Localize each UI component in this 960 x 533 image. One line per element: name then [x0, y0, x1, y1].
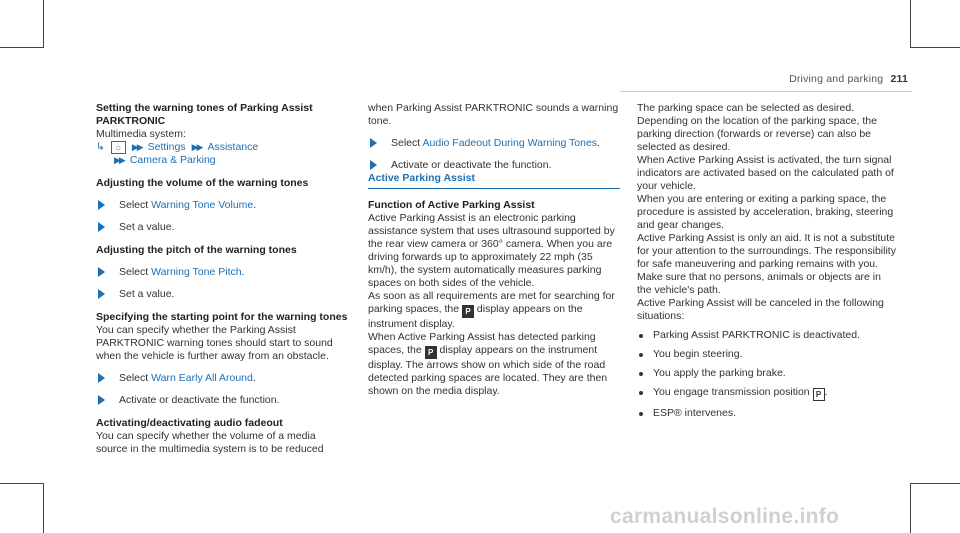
step-text: Select [119, 199, 149, 211]
paragraph-text: As soon as all requirements are met for searching for parking spaces, the [368, 290, 615, 315]
menu-path [96, 141, 348, 154]
subheading-pitch: Adjusting the pitch of the warning tones [96, 244, 297, 256]
chevron-double-icon: ▶▶ [191, 142, 202, 152]
column-1 [96, 102, 348, 456]
step-item [96, 394, 348, 407]
step-item: Select Warning Tone Pitch. [96, 266, 348, 279]
watermark: carmanualsonline.info [610, 505, 840, 528]
multimedia-label: Multimedia system: [96, 128, 186, 140]
crop-mark [43, 483, 44, 533]
chevron-double-icon: ▶▶ [114, 155, 124, 165]
step-arrow-icon [370, 138, 377, 148]
home-icon: ⌂ [111, 141, 126, 154]
warn-early-link[interactable]: Warn Early All Around [151, 372, 253, 384]
parking-symbol-icon: P [462, 305, 474, 318]
subheading-starting-point: Specifying the starting point for the warning tones [96, 311, 348, 323]
bullet-icon [639, 391, 643, 395]
step-arrow-icon [98, 200, 105, 210]
step-item: Select Audio Fadeout During Warning Tones. [368, 137, 620, 150]
step-text: Activate or deactivate the function. [119, 394, 280, 406]
paragraph [368, 331, 620, 398]
subheading-audio-fadeout: Activating/deactivating audio fadeout [96, 417, 283, 429]
crop-mark [910, 0, 911, 48]
list-item-text: You begin steering. [653, 348, 743, 360]
paragraph: when Parking Assist PARKTRONIC sounds a warning tone. [368, 102, 619, 127]
list-item [637, 407, 897, 420]
paragraph: Active Parking Assist is an electronic parking assistance system that uses ultrasound supported by the rear view camera or 360° camera. When you are driving forwards up to approximately 22 mph (35 km/h), the system automatically measures parking spaces on both sides of the vehicle. [368, 212, 615, 289]
warning-tone-pitch-link[interactable]: Warning Tone Pitch [151, 266, 242, 278]
nav-camera-parking-link[interactable]: Camera & Parking [129, 154, 216, 166]
paragraph: When you are entering or exiting a parking space, the procedure is assisted by acceleration, braking, steering and gear changes. [637, 193, 894, 231]
list-item-text: You apply the parking brake. [653, 367, 786, 379]
nav-settings-link[interactable]: Settings [147, 141, 186, 153]
list-item [637, 348, 897, 361]
warning-tone-volume-link[interactable]: Warning Tone Volume [151, 199, 254, 211]
column-3 [637, 102, 897, 420]
step-text: Select [119, 372, 149, 384]
crop-mark [0, 47, 44, 48]
column-2 [368, 102, 620, 398]
crop-mark [0, 483, 44, 484]
list-item-text: Parking Assist PARKTRONIC is deactivated. [653, 329, 860, 341]
paragraph: Active Parking Assist is only an aid. It is not a substitute for your attention to the surroundings. The responsibility for safe maneuvering and parking remains with you. Make sure that no persons, animals or objects are in the vehicle's path. [637, 232, 896, 296]
paragraph-text: display appears on the instrument display. The arrows show on which side of the road detected parking spaces are located. They are then shown on the media display. [368, 344, 608, 397]
step-item [96, 288, 348, 301]
section-heading: Setting the warning tones of Parking Assist [96, 102, 313, 114]
list-item: You engage transmission position P . [637, 386, 897, 401]
section-heading-cont: PARKTRONIC [96, 115, 166, 127]
bullet-icon [639, 334, 643, 338]
step-text: Select [119, 266, 149, 278]
step-arrow-icon [98, 222, 105, 232]
crop-mark [910, 483, 960, 484]
list-item-text: You engage transmission position [653, 386, 810, 398]
step-item: Select Warn Early All Around. [96, 372, 348, 385]
bullet-icon [639, 412, 643, 416]
gear-p-icon: P [813, 388, 825, 401]
list-item-text: ESP® intervenes. [653, 407, 737, 419]
paragraph: You can specify whether the volume of a media source in the multimedia system is to be reduced [96, 430, 324, 455]
menu-path-cont [96, 154, 348, 167]
step-text: Set a value. [119, 221, 175, 233]
step-arrow-icon [98, 395, 105, 405]
section-title: Active Parking Assist [368, 172, 620, 189]
list-item [637, 329, 897, 342]
paragraph: You can specify whether the Parking Assist PARKTRONIC warning tones should start to sound when the vehicle is further away from an obstacle. [96, 324, 333, 362]
step-arrow-icon [370, 160, 377, 170]
step-item: Select Warning Tone Volume. [96, 199, 348, 212]
paragraph: When Active Parking Assist is activated, the turn signal indicators are activated based on the calculated path of your vehicle. [637, 154, 894, 192]
crop-mark [43, 0, 44, 48]
chevron-double-icon: ▶▶ [131, 142, 142, 152]
bullet-icon [639, 353, 643, 357]
parking-arrows-icon: P [425, 346, 437, 359]
paragraph: Active Parking Assist will be canceled in the following situations: [637, 297, 884, 322]
header-section: Driving and parking [789, 73, 884, 85]
header-rule [620, 91, 912, 92]
step-text: Activate or deactivate the function. [391, 159, 552, 171]
step-arrow-icon [98, 373, 105, 383]
subheading-function: Function of Active Parking Assist [368, 199, 535, 211]
paragraph-text: display appears on the instrument display. [368, 303, 583, 330]
step-item [368, 159, 620, 172]
step-arrow-icon [98, 289, 105, 299]
list-item [637, 367, 897, 380]
paragraph [368, 290, 620, 331]
crop-mark [910, 47, 960, 48]
subheading-volume: Adjusting the volume of the warning tones [96, 177, 309, 189]
path-start-icon: ↳ [96, 141, 105, 153]
page-header [789, 73, 908, 85]
page-number: 211 [890, 73, 908, 85]
crop-mark [910, 483, 911, 533]
paragraph: The parking space can be selected as desired. Depending on the location of the parking space, the parking direction (forwards or reverse) can also be selected as desired. [637, 102, 877, 153]
paragraph-text: When Active Parking Assist has detected parking spaces, the [368, 331, 596, 356]
step-text: Select [391, 137, 421, 149]
step-text: Set a value. [119, 288, 175, 300]
nav-assistance-link[interactable]: Assistance [207, 141, 259, 153]
step-arrow-icon [98, 267, 105, 277]
audio-fadeout-link[interactable]: Audio Fadeout During Warning Tones [422, 137, 598, 149]
step-item [96, 221, 348, 234]
bullet-icon [639, 372, 643, 376]
